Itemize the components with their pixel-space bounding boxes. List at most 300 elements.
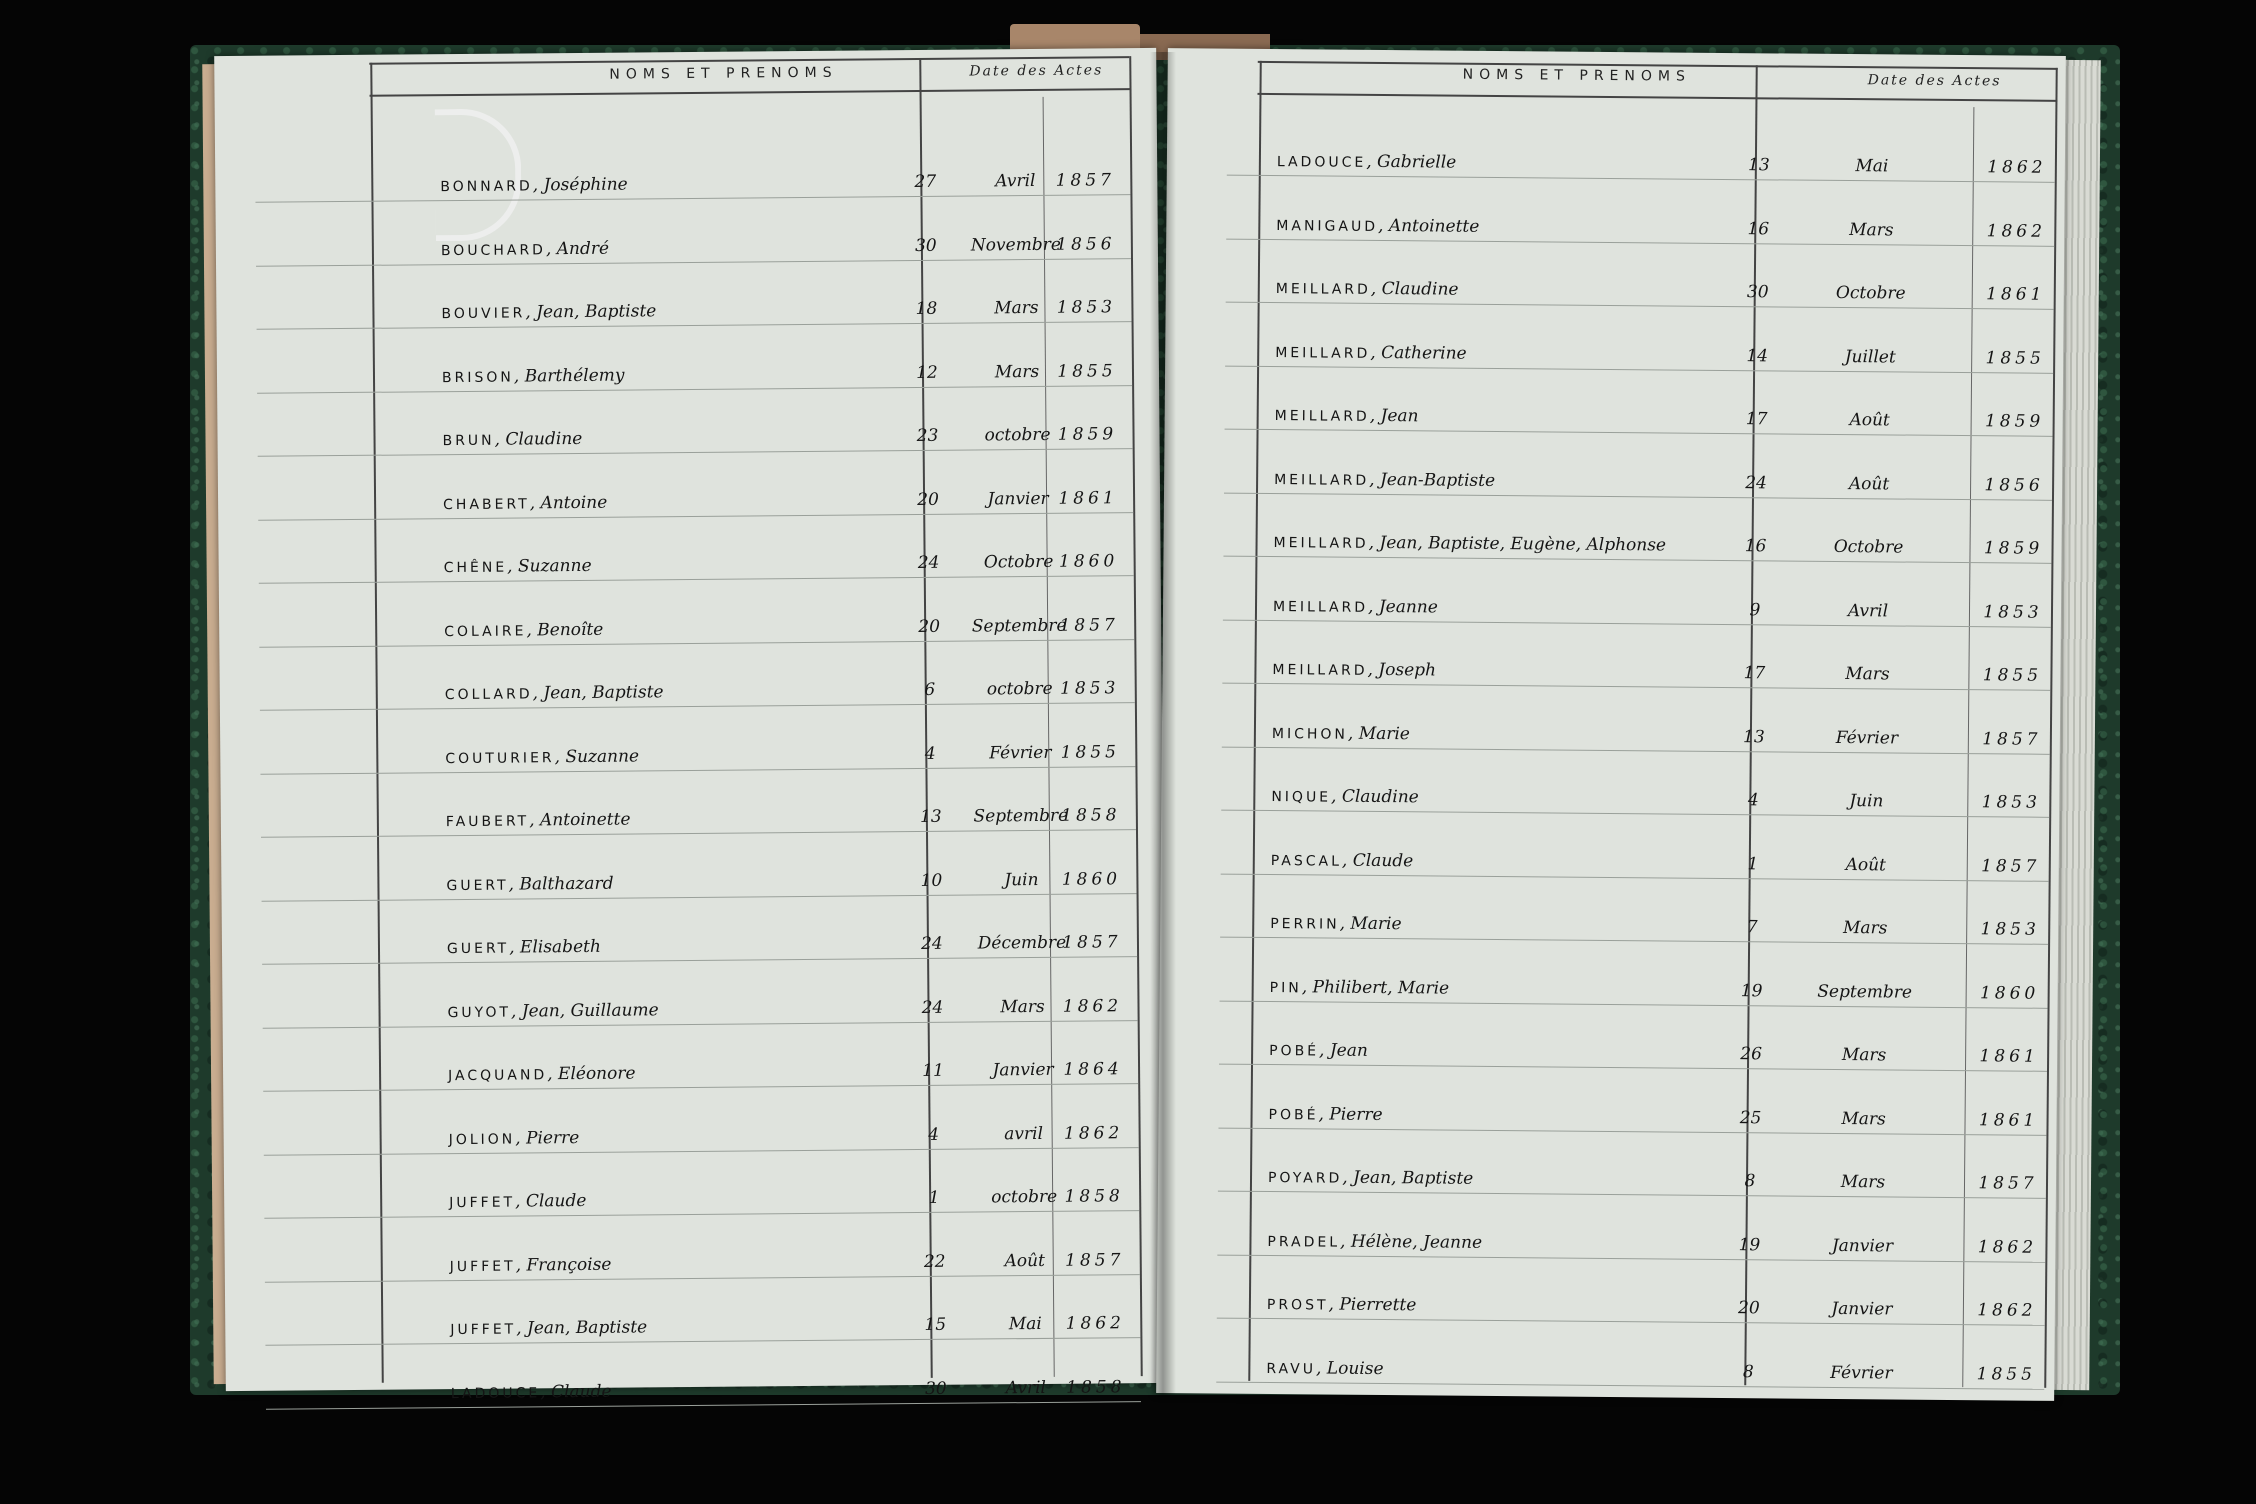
entry-day: 13 (919, 806, 942, 828)
entry-month: Avril (1847, 600, 1889, 621)
entry-given-names: Jean, Guillaume (521, 999, 659, 1021)
register-entry (1163, 585, 2061, 633)
register-entry (1161, 775, 2059, 823)
entry-year: 1859 (1984, 411, 2045, 432)
entry-day: 25 (1739, 1107, 1762, 1128)
entry-month: avril (1004, 1123, 1044, 1144)
entry-surname: MEILLARD (1275, 344, 1371, 362)
entry-name (1267, 1231, 1482, 1253)
name-separator: , (1330, 786, 1342, 807)
entry-month: Juin (1004, 869, 1039, 890)
entry-given-names: Jean, Baptiste (526, 1317, 648, 1339)
register-entry (1164, 458, 2062, 506)
entry-year: 1862 (1986, 220, 2047, 242)
name-separator: , (1339, 913, 1351, 934)
entry-day: 17 (1745, 409, 1768, 430)
register-entry (1167, 140, 2065, 188)
date-column-header: Date des Actes (969, 62, 1104, 80)
entry-name (443, 492, 607, 513)
entry-surname: POYARD (1267, 1170, 1343, 1187)
name-separator: , (540, 1381, 552, 1402)
entry-month: Avril (1005, 1377, 1047, 1398)
entry-day: 20 (918, 616, 941, 637)
entry-day: 16 (1744, 536, 1767, 557)
entry-surname: MANIGAUD (1276, 217, 1379, 235)
name-separator: , (554, 746, 566, 767)
entry-day: 13 (1747, 155, 1770, 176)
entry-surname: MEILLARD (1272, 662, 1368, 679)
entry-surname: JACQUAND (448, 1067, 548, 1085)
name-separator: , (513, 365, 525, 387)
entry-name (1266, 1358, 1383, 1379)
entry-given-names: Claude (1352, 850, 1414, 871)
entry-name (1275, 342, 1467, 364)
entry-surname: COUTURIER (445, 749, 555, 767)
register-entry (1160, 966, 2058, 1014)
entry-year: 1862 (1977, 1300, 2037, 1321)
entry-year: 1862 (1065, 1313, 1125, 1334)
register-entry (220, 668, 1162, 716)
entry-given-names: Marie (1350, 913, 1402, 935)
entry-day: 20 (917, 489, 939, 510)
entry-given-names: Claudine (1381, 278, 1459, 300)
entry-given-names: Jean (1380, 405, 1419, 427)
entry-day: 20 (1737, 1298, 1760, 1319)
entry-month: Janvier (1831, 1235, 1894, 1256)
entry-day: 30 (914, 235, 937, 256)
entry-given-names: Jean, Baptiste, Eugène, Alphonse (1379, 532, 1667, 556)
name-separator: , (525, 302, 537, 323)
entry-name (1268, 1167, 1473, 1189)
entry-surname: RAVU (1266, 1360, 1317, 1377)
entry-day: 9 (1749, 599, 1761, 620)
entry-name (445, 746, 639, 768)
register-entry (1162, 712, 2060, 760)
name-separator: , (1342, 1167, 1354, 1188)
entry-surname: CHABERT (443, 495, 530, 513)
register-entry (223, 1112, 1165, 1160)
register-entry (218, 477, 1160, 525)
entry-given-names: Antoinette (1388, 215, 1480, 237)
entry-name (442, 429, 582, 450)
entry-given-names: Barthélemy (524, 365, 625, 386)
entry-given-names: Marie (1358, 723, 1410, 744)
entry-day: 1 (1747, 853, 1759, 874)
entry-day: 8 (1742, 1361, 1754, 1382)
name-separator: , (1368, 532, 1380, 553)
entry-surname: COLLARD (444, 686, 533, 704)
entry-name (1274, 469, 1495, 491)
entry-month: Septembre (971, 615, 1067, 637)
register-entry (1166, 267, 2064, 315)
register-entry (225, 1303, 1167, 1351)
entry-surname: MEILLARD (1274, 408, 1370, 425)
entry-day: 11 (922, 1060, 944, 1081)
entry-surname: MEILLARD (1275, 281, 1371, 298)
name-separator: , (1328, 1294, 1340, 1315)
entry-given-names: Pierre (1329, 1104, 1383, 1125)
entry-surname: LADOUCE (450, 1384, 541, 1402)
register-entry (223, 1049, 1165, 1097)
name-separator: , (515, 1127, 527, 1149)
register-entry (1158, 1093, 2056, 1141)
entry-surname: COLAIRE (444, 622, 527, 640)
entry-name (440, 175, 628, 197)
entry-year: 1855 (1060, 741, 1121, 763)
entry-year: 1855 (1982, 665, 2043, 686)
name-separator: , (1318, 1040, 1330, 1061)
name-separator: , (510, 1000, 522, 1022)
entry-given-names: Claudine (505, 428, 583, 450)
entry-name (444, 619, 603, 640)
name-separator: , (515, 1254, 527, 1276)
entry-day: 14 (1746, 345, 1769, 366)
entry-day: 6 (924, 679, 936, 700)
entry-name (1273, 596, 1438, 617)
entry-day: 12 (916, 362, 938, 383)
entry-year: 1861 (1979, 1046, 2039, 1067)
entry-given-names: Jean, Baptiste (543, 682, 664, 704)
entry-given-names: Philibert, Marie (1312, 976, 1450, 999)
register-entry (222, 922, 1164, 970)
left-page (214, 48, 1168, 1402)
entry-given-names: Jean, Baptiste (536, 301, 657, 323)
entry-month: Octobre (1835, 282, 1906, 304)
entry-name (444, 556, 592, 577)
entry-surname: PASCAL (1270, 852, 1343, 870)
entry-name (441, 238, 609, 259)
entry-name (1273, 532, 1666, 555)
register-entry (224, 1176, 1166, 1224)
entry-year: 1856 (1056, 233, 1116, 255)
entry-month: Novembre (970, 234, 1061, 256)
entry-month: Février (1835, 727, 1899, 749)
name-separator: , (1369, 405, 1381, 426)
entry-year: 1858 (1061, 805, 1121, 826)
name-separator: , (1366, 151, 1378, 172)
name-separator: , (1301, 976, 1313, 997)
entry-surname: GUERT (446, 940, 510, 958)
entry-year: 1859 (1983, 538, 2044, 559)
entry-day: 15 (924, 1314, 947, 1335)
register-entry (1161, 839, 2059, 887)
entry-day: 13 (1742, 726, 1765, 747)
entry-year: 1857 (1978, 1173, 2038, 1194)
entry-month: Mars (994, 297, 1039, 319)
register-entry (217, 414, 1159, 462)
entry-name (1267, 1294, 1417, 1315)
entry-surname: LADOUCE (1276, 154, 1367, 171)
entry-given-names: Suzanne (517, 555, 592, 577)
register-entry (1166, 204, 2064, 252)
register-entry (216, 223, 1158, 271)
entry-year: 1862 (1062, 995, 1123, 1017)
entry-name (448, 1063, 636, 1085)
entry-year: 1853 (1980, 919, 2040, 940)
entry-given-names: Jeanne (1378, 596, 1438, 617)
entry-month: Octobre (1833, 536, 1904, 558)
entry-name (441, 301, 656, 323)
name-separator: , (1341, 850, 1353, 871)
entry-surname: BONNARD (440, 178, 533, 196)
entry-year: 1853 (1056, 297, 1117, 318)
entry-day: 18 (915, 298, 938, 320)
entry-month: Janvier (987, 488, 1049, 509)
entry-given-names: Claude (550, 1381, 612, 1402)
entry-day: 8 (1744, 1171, 1756, 1192)
entry-month: Mai (1855, 156, 1889, 177)
entry-surname: CHÊNE (443, 559, 508, 577)
entry-name (442, 365, 625, 387)
entry-month: Août (1845, 854, 1887, 875)
name-separator: , (1367, 596, 1379, 617)
entry-year: 1860 (1979, 982, 2040, 1004)
entry-name (1271, 786, 1419, 807)
entry-year: 1855 (1985, 347, 2045, 369)
entry-month: Août (1848, 473, 1890, 494)
register-entry (222, 985, 1164, 1033)
entry-name (446, 873, 613, 894)
entry-name (446, 810, 631, 832)
entry-day: 22 (923, 1251, 946, 1272)
entry-given-names: Balthazard (519, 873, 614, 895)
entry-day: 23 (916, 425, 939, 447)
entry-surname: NIQUE (1271, 789, 1332, 806)
entry-month: Septembre (973, 805, 1069, 827)
register-entry (218, 541, 1160, 589)
register-entry (225, 1239, 1167, 1287)
name-separator: , (547, 1064, 559, 1085)
entry-year: 1862 (1977, 1236, 2038, 1258)
entry-given-names: Pierrette (1339, 1294, 1417, 1316)
entry-name (449, 1191, 586, 1212)
entry-given-names: Pierre (525, 1127, 580, 1148)
name-separator: , (508, 874, 520, 895)
entry-year: 1857 (1055, 170, 1116, 191)
name-separator: , (1318, 1103, 1330, 1125)
entry-year: 1861 (1986, 284, 2046, 305)
register-entry (1162, 648, 2060, 696)
entry-year: 1857 (1065, 1249, 1125, 1271)
register-entry (217, 350, 1159, 398)
entry-month: Juillet (1844, 346, 1896, 367)
entry-name (449, 1127, 580, 1148)
register-entry (220, 731, 1162, 779)
entry-month: Août (1849, 410, 1890, 431)
entry-given-names: Hélène, Jeanne (1350, 1231, 1483, 1253)
entry-surname: BRUN (442, 432, 495, 450)
name-separator: , (532, 683, 544, 704)
entry-surname: MICHON (1271, 725, 1348, 743)
entry-name (451, 1381, 612, 1402)
entry-name (447, 1000, 658, 1022)
entry-month: Mai (1008, 1313, 1042, 1335)
entry-month: Janvier (992, 1059, 1054, 1081)
entry-month: Mars (1841, 1045, 1887, 1066)
register-entry (1158, 1156, 2056, 1204)
entry-surname: POBÉ (1269, 1043, 1320, 1060)
name-separator: , (515, 1191, 526, 1212)
name-separator: , (507, 556, 519, 577)
name-separator: , (529, 492, 541, 513)
entry-month: Février (1830, 1362, 1893, 1383)
entry-given-names: Françoise (526, 1254, 612, 1275)
register-entry (221, 795, 1163, 843)
entry-given-names: Antoine (540, 492, 608, 513)
name-separator: , (1370, 278, 1382, 299)
entry-day: 30 (924, 1378, 947, 1399)
entry-given-names: Claudine (1341, 786, 1419, 808)
entry-year: 1862 (1987, 157, 2047, 178)
register-entry (1157, 1283, 2055, 1331)
register-entry (1165, 331, 2063, 379)
name-separator: , (529, 810, 541, 831)
register-entry (221, 858, 1163, 906)
entry-year: 1853 (1981, 792, 2042, 813)
entry-given-names: Catherine (1381, 342, 1467, 364)
entry-day: 26 (1740, 1044, 1763, 1065)
register-entry (226, 1366, 1168, 1414)
entry-name (1275, 405, 1419, 426)
entry-surname: PERRIN (1270, 916, 1340, 933)
entry-given-names: Joseph (1378, 659, 1437, 681)
date-column-header: Date des Actes (1867, 72, 2002, 90)
entry-day: 24 (917, 552, 940, 574)
entry-surname: PRADEL (1267, 1233, 1341, 1251)
entry-month: Mars (1000, 996, 1045, 1017)
entry-given-names: Eléonore (557, 1063, 636, 1085)
entry-month: octobre (986, 678, 1053, 700)
entry-name (447, 937, 601, 958)
entry-surname: BOUVIER (441, 305, 526, 323)
entry-day: 24 (1745, 472, 1768, 493)
entry-day: 19 (1738, 1234, 1761, 1255)
entry-day: 4 (1747, 790, 1759, 811)
entry-year: 1857 (1062, 932, 1122, 953)
entry-month: Mars (1842, 918, 1888, 939)
name-separator: , (509, 937, 521, 958)
name-separator: , (1369, 469, 1381, 490)
entry-year: 1862 (1063, 1122, 1124, 1144)
entry-month: Octobre (983, 551, 1054, 573)
name-separator: , (1377, 215, 1389, 236)
entry-given-names: Joséphine (543, 174, 628, 196)
entry-name (1271, 850, 1414, 871)
entry-year: 1853 (1983, 601, 2043, 623)
register-entry (215, 160, 1157, 208)
entry-name (450, 1317, 647, 1339)
name-separator: , (526, 619, 538, 640)
entry-year: 1855 (1057, 360, 1117, 382)
entry-month: Mars (1840, 1172, 1886, 1193)
entry-given-names: André (556, 238, 610, 259)
entry-month: Avril (995, 170, 1036, 192)
entry-year: 1855 (1976, 1363, 2037, 1385)
entry-year: 1861 (1978, 1109, 2039, 1131)
entry-name (1269, 1040, 1368, 1061)
entry-surname: MEILLARD (1274, 471, 1370, 489)
entry-month: Août (1004, 1250, 1045, 1271)
entry-year: 1860 (1058, 551, 1119, 572)
entry-given-names: Suzanne (565, 745, 640, 767)
entry-year: 1861 (1058, 487, 1118, 509)
entry-given-names: Jean, Baptiste (1353, 1167, 1474, 1189)
name-separator: , (516, 1318, 528, 1339)
entry-name (1276, 278, 1459, 300)
entry-surname: JUFFET (449, 1194, 516, 1212)
entry-name (450, 1254, 612, 1275)
entry-given-names: Jean-Baptiste (1379, 469, 1496, 491)
entry-given-names: Elisabeth (519, 936, 601, 958)
entry-year: 1856 (1984, 474, 2044, 496)
name-separator: , (1347, 723, 1359, 744)
entry-surname: BOUCHARD (440, 241, 546, 259)
entry-month: Janvier (1831, 1298, 1893, 1320)
entry-day: 4 (924, 743, 936, 764)
entry-name (1272, 723, 1410, 744)
entry-month: Mars (994, 361, 1040, 382)
entry-surname: GUYOT (447, 1004, 512, 1021)
entry-name (1277, 151, 1457, 173)
entry-month: Mars (1841, 1108, 1886, 1129)
entry-given-names: Benoîte (537, 619, 604, 640)
entry-surname: POBÉ (1268, 1106, 1319, 1123)
entry-day: 24 (921, 933, 943, 954)
entry-given-names: Claude (525, 1190, 587, 1212)
name-separator: , (1367, 659, 1379, 680)
entry-surname: PROST (1266, 1297, 1329, 1314)
names-column-header: NOMS ET PRENOMS (609, 64, 838, 83)
entry-month: Mars (1845, 664, 1890, 685)
register-entry (216, 287, 1158, 335)
name-separator: , (1340, 1231, 1351, 1252)
entry-name (1276, 215, 1479, 237)
entry-day: 24 (921, 997, 944, 1018)
name-separator: , (532, 175, 544, 196)
entry-surname: JUFFET (449, 1258, 516, 1275)
entry-day: 1 (928, 1187, 940, 1208)
entry-surname: BRISON (441, 369, 514, 386)
entry-year: 1859 (1057, 424, 1118, 445)
entry-name (1270, 913, 1402, 934)
name-separator: , (545, 238, 557, 259)
entry-day: 7 (1746, 917, 1758, 938)
entry-year: 1864 (1063, 1059, 1123, 1080)
entry-given-names: Louise (1326, 1358, 1384, 1379)
name-separator: , (1370, 342, 1382, 363)
entry-given-names: Antoinette (539, 809, 631, 831)
entry-year: 1858 (1066, 1376, 1126, 1398)
entry-day: 10 (920, 870, 943, 891)
entry-day: 19 (1740, 980, 1763, 1001)
register-entry (219, 604, 1161, 652)
name-separator: , (494, 429, 506, 450)
entry-month: Juin (1849, 791, 1884, 812)
entry-month: Décembre (977, 932, 1067, 954)
right-page (1156, 48, 2066, 1401)
entry-day: 27 (914, 171, 937, 193)
entry-year: 1857 (1981, 855, 2041, 877)
entry-name (1269, 1104, 1383, 1125)
entry-name (1270, 977, 1450, 999)
entry-given-names: Jean (1329, 1040, 1368, 1061)
entry-day: 17 (1743, 663, 1766, 684)
entry-surname: MEILLARD (1272, 598, 1369, 616)
header-bottom-rule (1257, 93, 2057, 102)
entry-day: 16 (1747, 218, 1770, 239)
entry-day: 4 (928, 1124, 940, 1145)
entry-year: 1858 (1064, 1186, 1124, 1207)
